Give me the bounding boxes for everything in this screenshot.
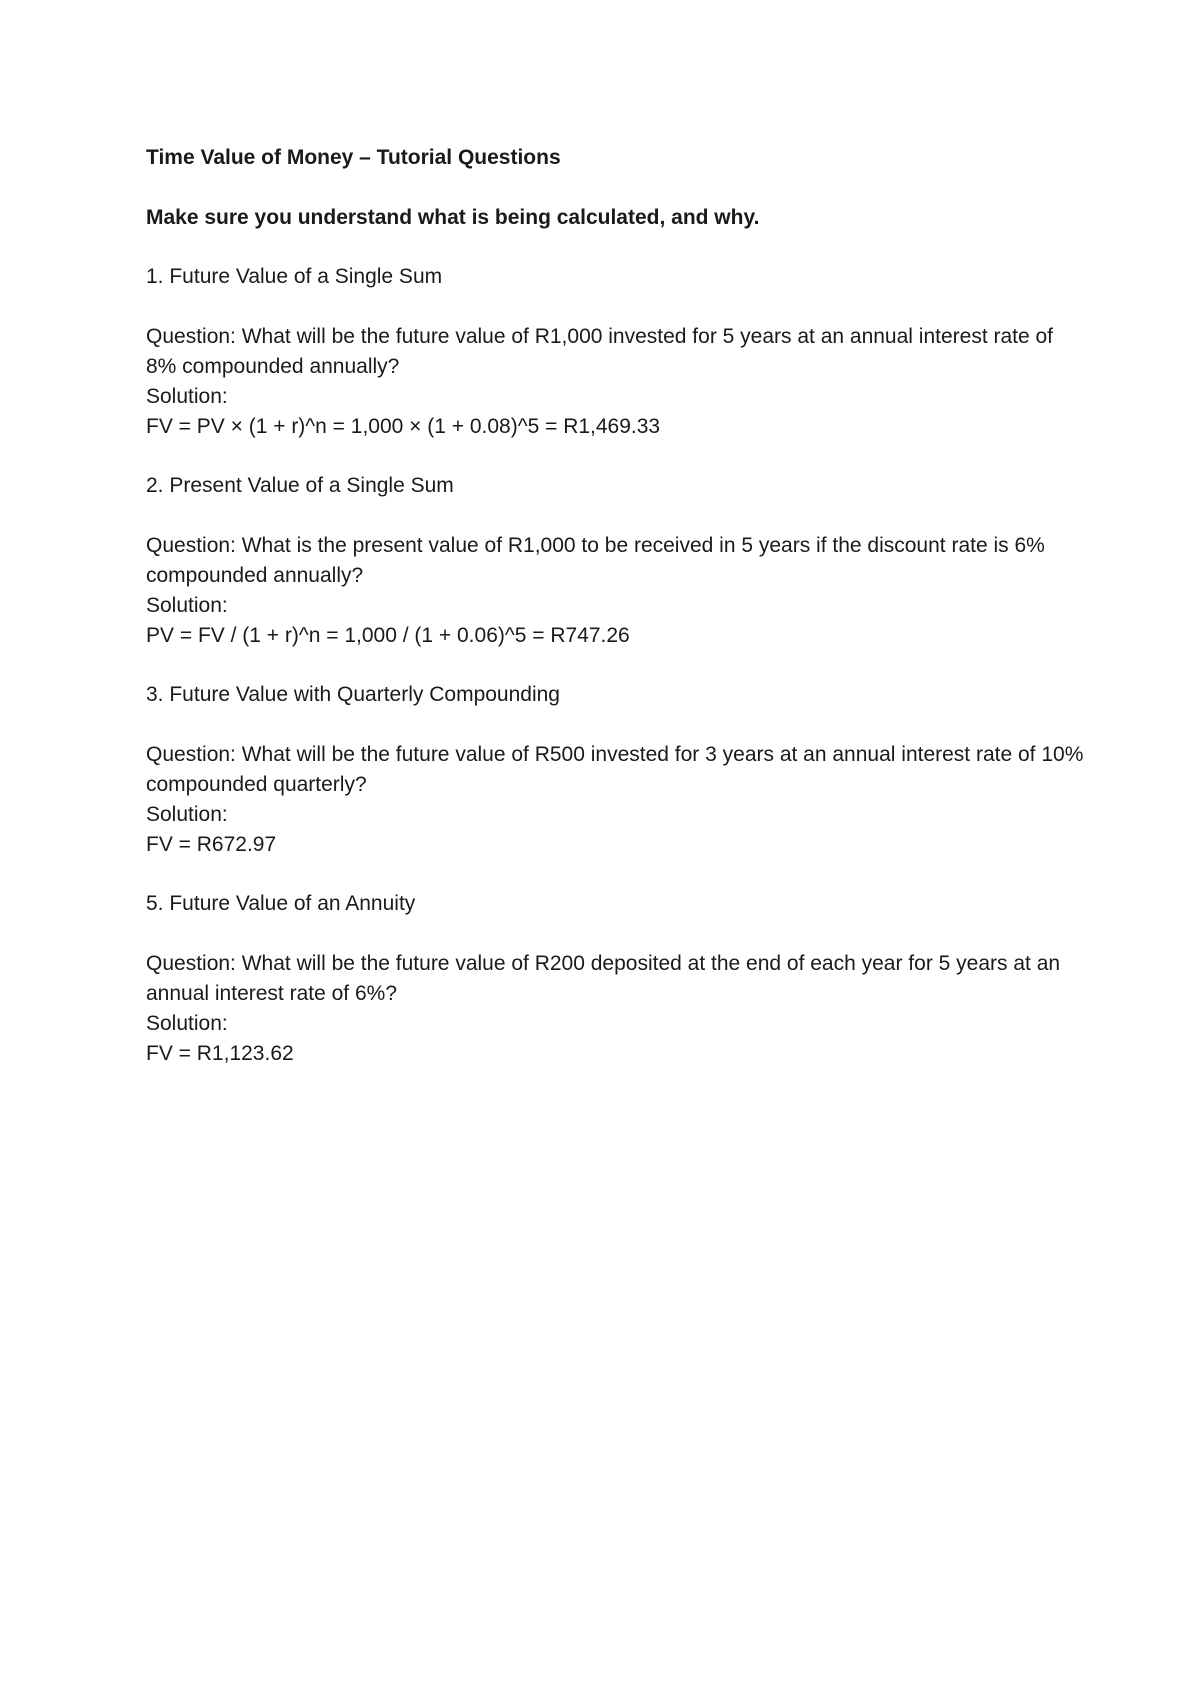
section-3 — [146, 680, 1086, 860]
section-2 — [146, 471, 1086, 651]
section-heading: 1. Future Value of a Single Sum — [146, 265, 443, 288]
solution-label: Solution: — [146, 594, 228, 617]
section-heading: 5. Future Value of an Annuity — [146, 892, 416, 915]
document-subtitle: Make sure you understand what is being calculated, and why. — [146, 206, 760, 229]
section-heading: 3. Future Value with Quarterly Compounding — [146, 683, 560, 706]
question-text: Question: What will be the future value of R500 invested for 3 years at an annual interest rate of 10% compounded quarterly? — [146, 743, 1084, 796]
solution-text: FV = R672.97 — [146, 833, 277, 856]
question-text: Question: What will be the future value of R1,000 invested for 5 years at an annual interest rate of 8% compounded annually? — [146, 325, 1054, 378]
section-heading: 2. Present Value of a Single Sum — [146, 474, 454, 497]
document-page — [146, 143, 1086, 1069]
solution-label: Solution: — [146, 1012, 228, 1035]
question-text: Question: What is the present value of R1,000 to be received in 5 years if the discount rate is 6% compounded annually? — [146, 534, 1045, 587]
section-5 — [146, 889, 1086, 1069]
question-text: Question: What will be the future value of R200 deposited at the end of each year for 5 years at an annual interest rate of 6%? — [146, 952, 1061, 1005]
solution-text: FV = R1,123.62 — [146, 1042, 294, 1065]
solution-text: PV = FV / (1 + r)^n = 1,000 / (1 + 0.06)^5 = R747.26 — [146, 624, 630, 647]
document-title: Time Value of Money – Tutorial Questions — [146, 146, 561, 169]
solution-label: Solution: — [146, 385, 228, 408]
solution-label: Solution: — [146, 803, 228, 826]
section-1 — [146, 262, 1086, 442]
solution-text: FV = PV × (1 + r)^n = 1,000 × (1 + 0.08)^5 = R1,469.33 — [146, 415, 661, 438]
